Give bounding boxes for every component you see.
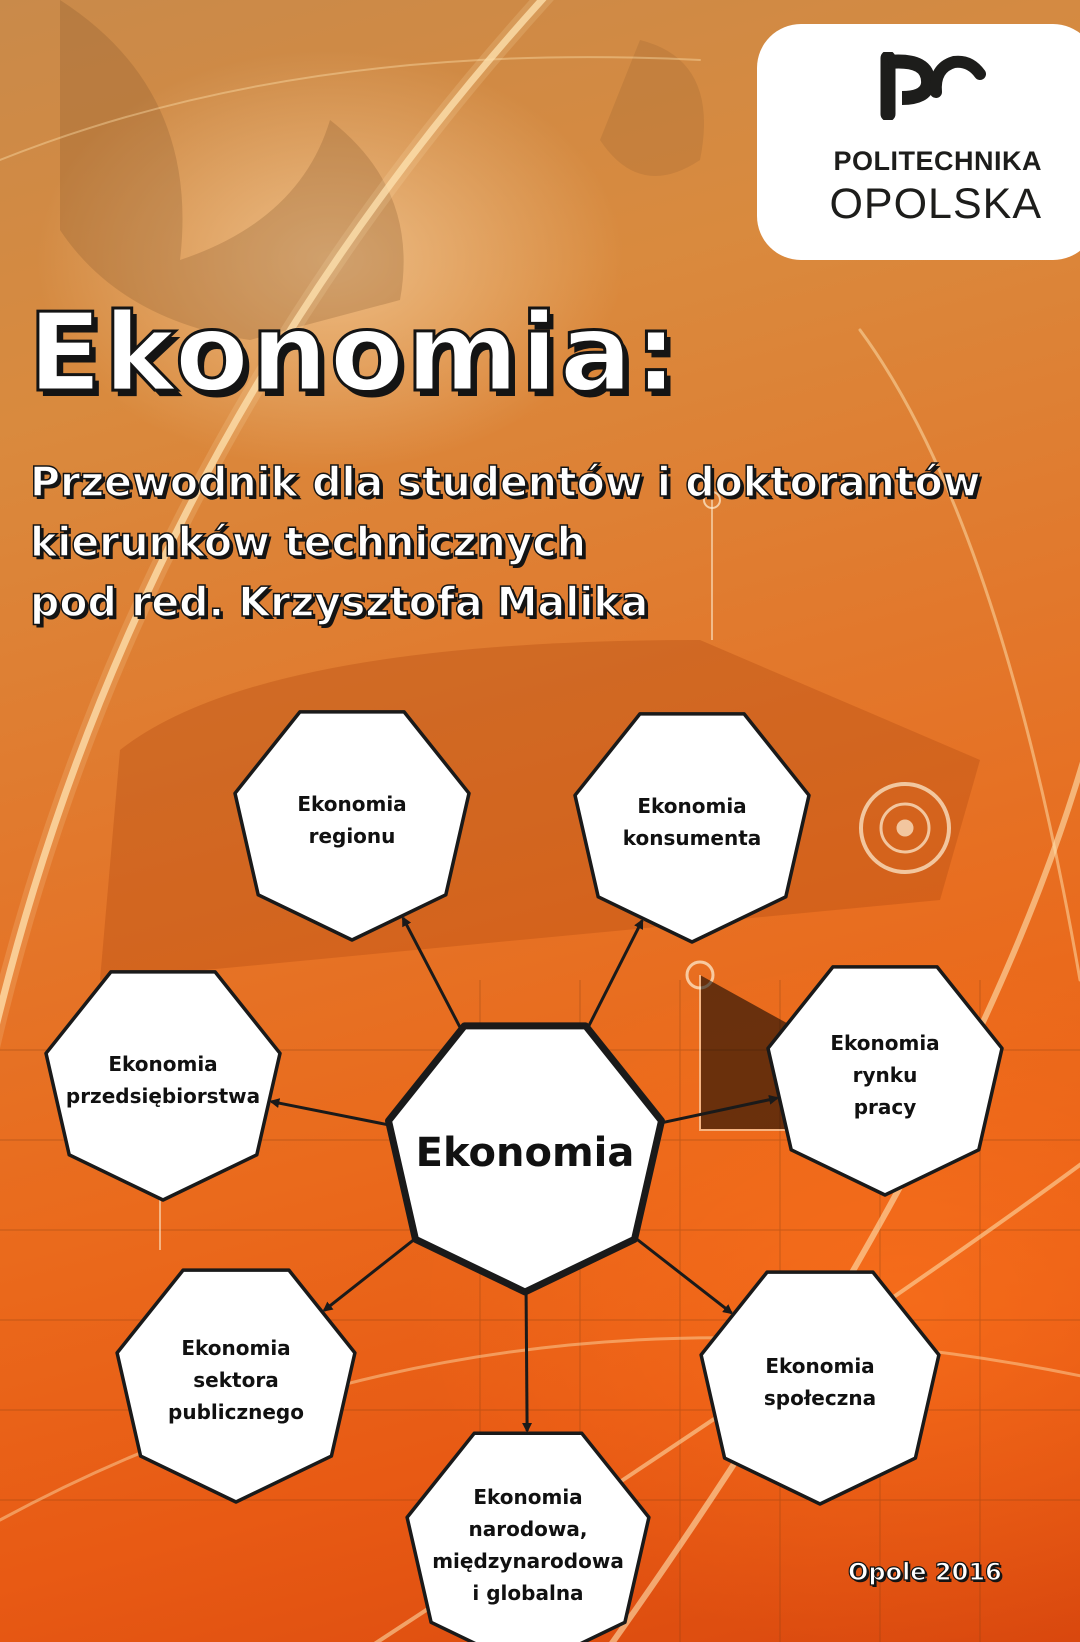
node-ekonomia-center-label-line-1: Ekonomia (415, 1130, 635, 1176)
node-ekonomia-regionu-label-line-1: Ekonomia (297, 792, 407, 816)
node-ekonomia-spoleczna-label-line-1: Ekonomia (765, 1354, 875, 1378)
connector-rynku-pracy (651, 1098, 777, 1125)
node-ekonomia-konsumenta-label-line-1: Ekonomia (637, 794, 747, 818)
node-ekonomia-narodowa-miedzynarodowa-globalna-label-line-4: i globalna (472, 1581, 584, 1605)
node-ekonomia-sektora-publicznego-label-line-2: sektora (193, 1368, 279, 1392)
node-ekonomia-rynku-pracy-label-line-2: rynku (852, 1063, 918, 1087)
node-ekonomia-konsumenta-label-line-2: konsumenta (622, 826, 762, 850)
node-ekonomia-rynku-pracy-label-line-3: pracy (853, 1095, 917, 1119)
publisher-name-line2: OPOLSKA (829, 180, 1042, 228)
node-ekonomia-przedsiebiorstwa-label-line-2: przedsiębiorstwa (65, 1084, 261, 1108)
subtitle-line-2: kierunków technicznych (30, 518, 586, 566)
node-ekonomia-narodowa-miedzynarodowa-globalna-label-line-2: narodowa, (468, 1517, 588, 1541)
node-ekonomia-spoleczna-label-line-2: społeczna (763, 1386, 877, 1410)
publisher-name-line1: POLITECHNIKA (833, 146, 1042, 176)
node-ekonomia-przedsiebiorstwa-label-line-1: Ekonomia (108, 1052, 218, 1076)
node-ekonomia-narodowa-miedzynarodowa-globalna-label-line-1: Ekonomia (473, 1485, 583, 1509)
node-ekonomia-sektora-publicznego-label-line-1: Ekonomia (181, 1336, 291, 1360)
connector-narodowa-miedzynarodowa-globalna (526, 1281, 527, 1431)
subtitle-line-1: Przewodnik dla studentów i doktorantów (30, 458, 981, 506)
book-title: Ekonomia: (28, 291, 680, 416)
connector-spoleczna (627, 1231, 732, 1313)
connector-regionu (403, 918, 465, 1038)
node-ekonomia-narodowa-miedzynarodowa-globalna-label-line-3: międzynarodowa (432, 1549, 624, 1573)
node-ekonomia-rynku-pracy-label-line-1: Ekonomia (830, 1031, 940, 1055)
connector-przedsiebiorstwa (271, 1102, 398, 1127)
node-ekonomia-sektora-publicznego-label-line-3: publicznego (168, 1400, 304, 1424)
connector-konsumenta (583, 921, 642, 1038)
node-ekonomia-regionu-label-line-2: regionu (308, 824, 396, 848)
publication-place-year: Opole 2016 (848, 1558, 1002, 1586)
subtitle-line-3: pod red. Krzysztofa Malika (30, 578, 649, 626)
connector-sektora-publicznego (324, 1232, 424, 1311)
